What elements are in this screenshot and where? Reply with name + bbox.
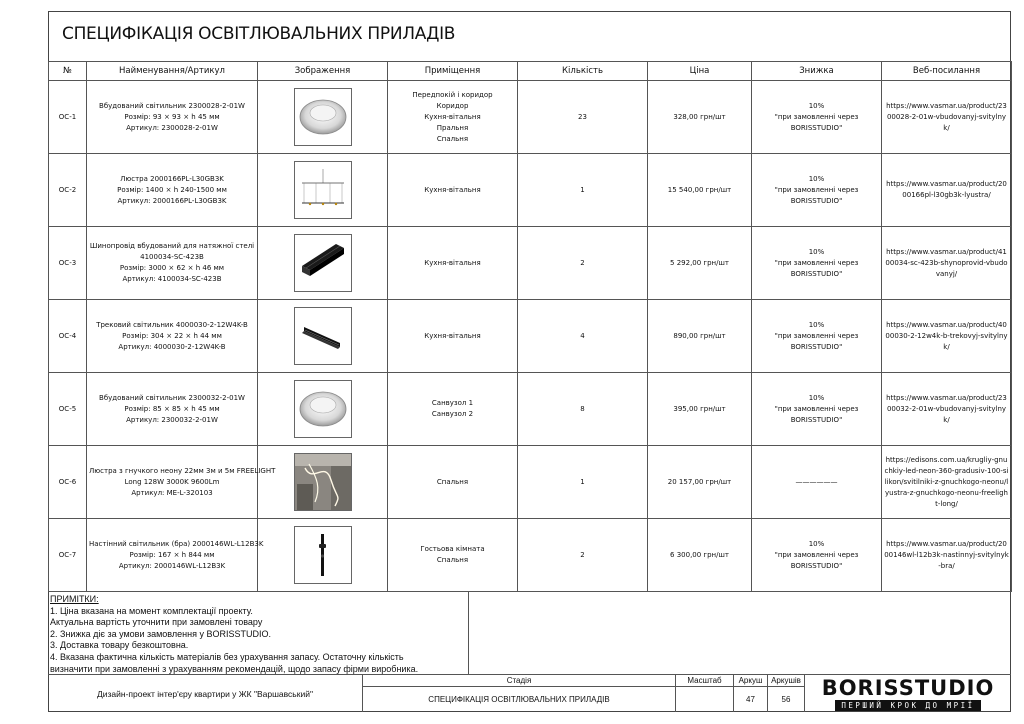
- item-name-line: 4100034-SC-423B: [140, 253, 204, 261]
- link-cell: [882, 81, 1012, 154]
- discount-line: BORISSTUDIO": [790, 123, 843, 132]
- stage-label: Стадія: [363, 674, 676, 687]
- item-image-cell: [258, 519, 388, 592]
- product-link[interactable]: https://www.vasmar.ua/product/2300032-2-01w-vbudovanyj-svitylnyk/: [886, 393, 1007, 424]
- item-name-cell: [87, 446, 276, 519]
- quantity-cell: 1: [518, 154, 648, 227]
- table-row: [49, 519, 1012, 592]
- room-name: Гостьова кімната: [420, 545, 485, 553]
- row-number: ОС-2: [49, 154, 87, 227]
- sheets-total: 56: [768, 687, 805, 712]
- discount-cell: [752, 154, 882, 227]
- notes-heading: ПРИМІТКИ:: [50, 594, 99, 604]
- item-name-line: Артикул: 2000146WL-L12B3K: [118, 561, 226, 570]
- discount-line: BORISSTUDIO": [790, 196, 843, 205]
- item-name-line: Артикул: ME-L-320103: [131, 488, 213, 497]
- logo-text: BORISSTUDIO: [821, 675, 995, 700]
- room-cell: [388, 154, 518, 227]
- notes-block: [48, 592, 468, 674]
- quantity-cell: 8: [518, 373, 648, 446]
- notes-line: 2. Знижка діє за умови замовлення у BORISSTUDIO.: [50, 628, 271, 639]
- discount-line: "при замовленні через: [774, 258, 859, 267]
- sheets-label: Аркушів: [768, 674, 805, 687]
- discount-line: BORISSTUDIO": [790, 342, 843, 351]
- item-name-line: Артикул: 2000166PL-L30GB3K: [117, 196, 227, 205]
- link-cell: [882, 373, 1012, 446]
- item-name-line: Розмір: 3000 × 62 × h 46 мм: [119, 264, 225, 272]
- item-name-line: Артикул: 2300028-2-01W: [126, 123, 218, 132]
- row-number: ОС-6: [49, 446, 87, 519]
- pendant-chandelier-icon: [294, 161, 352, 219]
- room-name: Санвузол 1: [431, 399, 474, 407]
- item-name-line: Люстра 2000166PL-L30GB3K: [120, 174, 224, 183]
- page-title: СПЕЦИФІКАЦІЯ ОСВІТЛЮВАЛЬНИХ ПРИЛАДІВ: [62, 24, 456, 44]
- notes-line: Актуальна вартість уточнити при замовлені товару: [50, 617, 263, 628]
- discount-cell: [752, 81, 882, 154]
- room-cell: [388, 373, 518, 446]
- col-header-qty: Кількість: [518, 62, 648, 81]
- notes-empty-area: [468, 592, 1011, 674]
- project-name: Дизайн-проект інтер'єру квартири у ЖК "Варшавський": [48, 674, 363, 712]
- item-name-line: Артикул: 2300032-2-01W: [126, 415, 218, 424]
- quantity-cell: 2: [518, 227, 648, 300]
- price-cell: 20 157,00 грн/шт: [648, 446, 752, 519]
- discount-line: 10%: [808, 101, 825, 110]
- wall-sconce-icon: [294, 526, 352, 584]
- recessed-downlight-icon: [294, 380, 352, 438]
- scale-label: Масштаб: [676, 674, 734, 687]
- price-cell: 328,00 грн/шт: [648, 81, 752, 154]
- item-image-cell: [258, 81, 388, 154]
- price-cell: 15 540,00 грн/шт: [648, 154, 752, 227]
- row-number: ОС-7: [49, 519, 87, 592]
- notes-line: 1. Ціна вказана на момент комплектації проекту.: [50, 605, 253, 616]
- room-name: Спальня: [436, 134, 469, 143]
- discount-line: 10%: [808, 247, 825, 256]
- table-row: [49, 227, 1012, 300]
- room-cell: [388, 300, 518, 373]
- discount-line: BORISSTUDIO": [790, 415, 843, 424]
- item-name-line: Long 128W 3000K 9600Lm: [124, 477, 220, 486]
- link-cell: [882, 300, 1012, 373]
- discount-cell: [752, 300, 882, 373]
- discount-line: 10%: [808, 174, 825, 183]
- table-row: [49, 373, 1012, 446]
- quantity-cell: 2: [518, 519, 648, 592]
- discount-cell: [752, 446, 882, 519]
- table-row: [49, 300, 1012, 373]
- item-name-cell: [87, 227, 258, 300]
- item-name-line: Розмір: 85 × 85 × h 45 мм: [124, 404, 220, 413]
- notes-line: 4. Вказана фактична кількість матеріалів без урахування запасу. Остаточну кількість: [50, 651, 404, 662]
- discount-cell: [752, 227, 882, 300]
- col-header-link: Веб-посилання: [882, 62, 1012, 81]
- room-name: Кухня-вітальня: [424, 185, 481, 194]
- room-cell: [388, 81, 518, 154]
- item-name-cell: [87, 154, 258, 227]
- room-name: Кухня-вітальня: [424, 331, 481, 340]
- item-name-line: Вбудований світильник 2300028-2-01W: [99, 101, 245, 110]
- item-name-cell: [87, 519, 264, 592]
- item-name-cell: [87, 81, 258, 154]
- notes-line: 3. Доставка товару безкоштовна.: [50, 640, 189, 651]
- room-name: Передпокій і коридор: [412, 90, 493, 99]
- discount-line: "при замовленні через: [774, 404, 859, 413]
- price-cell: 5 292,00 грн/шт: [648, 227, 752, 300]
- item-image-cell: [258, 446, 388, 519]
- room-name: Спальня: [436, 477, 469, 486]
- link-cell: [882, 227, 1012, 300]
- item-name-cell: [87, 373, 258, 446]
- discount-line: "при замовленні через: [774, 112, 859, 121]
- room-name: Спальня: [436, 556, 469, 564]
- discount-line: ——————: [795, 477, 838, 486]
- discount-line: BORISSTUDIO": [790, 561, 843, 570]
- room-name: Пральня: [436, 123, 469, 132]
- scale-value: [676, 687, 734, 712]
- row-number: ОС-4: [49, 300, 87, 373]
- item-name-line: Вбудований світильник 2300032-2-01W: [99, 393, 245, 402]
- item-name-line: Артикул: 4100034-SC-423B: [122, 275, 222, 283]
- link-cell: [882, 446, 1012, 519]
- track-rail-icon: [294, 234, 352, 292]
- discount-line: 10%: [808, 320, 825, 329]
- col-header-name: Найменування/Артикул: [87, 62, 258, 81]
- room-name: Кухня-вітальня: [424, 112, 481, 121]
- room-cell: [388, 519, 518, 592]
- quantity-cell: 4: [518, 300, 648, 373]
- row-number: ОС-5: [49, 373, 87, 446]
- discount-line: "при замовленні через: [774, 550, 859, 559]
- link-cell: [882, 154, 1012, 227]
- brand-logo: [805, 675, 1011, 712]
- link-cell: [882, 519, 1012, 592]
- table-row: [49, 81, 1012, 154]
- room-name: Кухня-вітальня: [424, 258, 481, 267]
- row-number: ОС-3: [49, 227, 87, 300]
- sheet-number: 47: [734, 687, 768, 712]
- product-link[interactable]: https://edisons.com.ua/kruglіy-gnuchkiy-led-neon-360-gradusiv-100-silikon/svitilniki-z-gnuchkogo-neonu/lyustra-z-gnuchkogo-neonu-freelight-long/: [884, 455, 1009, 508]
- product-link[interactable]: https://www.vasmar.ua/product/2000166pl-l30gb3k-lyustra/: [886, 180, 1007, 199]
- col-header-room: Приміщення: [388, 62, 518, 81]
- quantity-cell: 23: [518, 81, 648, 154]
- row-number: ОС-1: [49, 81, 87, 154]
- room-cell: [388, 446, 518, 519]
- notes-line: визначити при замовленні з урахуванням рекомендацій, щодо запасу фірми виробника.: [50, 663, 419, 674]
- price-cell: 6 300,00 грн/шт: [648, 519, 752, 592]
- product-link[interactable]: https://www.vasmar.ua/product/4000030-2-12w4k-b-trekovyj-svitylnyk/: [885, 320, 1008, 351]
- item-name-line: Настінний світильник (бра) 2000146WL-L12B3K: [89, 539, 264, 548]
- logo-slogan: ПЕРШИЙ КРОК ДО МРІЇ: [835, 700, 980, 711]
- col-header-image: Зображення: [258, 62, 388, 81]
- discount-line: BORISSTUDIO": [790, 269, 843, 278]
- item-name-line: Люстра з гнучкого неону 22мм 3м и 5м FREELIGHT: [89, 466, 276, 475]
- neon-chandelier-photo-icon: [294, 453, 352, 511]
- item-name-line: Шинопровід вбудований для натяжної стелі: [89, 242, 255, 250]
- room-name: Коридор: [436, 101, 469, 110]
- item-name-cell: [87, 300, 258, 373]
- product-link[interactable]: https://www.vasmar.ua/product/2300028-2-01w-vbudovanyj-svitylnyk/: [886, 101, 1007, 132]
- recessed-downlight-icon: [294, 88, 352, 146]
- item-name-line: Трековий світильник 4000030-2-12W4K-B: [96, 320, 248, 329]
- item-name-line: Розмір: 1400 × h 240-1500 мм: [117, 185, 227, 194]
- discount-cell: [752, 519, 882, 592]
- discount-line: "при замовленні через: [774, 185, 859, 194]
- item-name-line: Розмір: 93 × 93 × h 45 мм: [124, 112, 220, 121]
- item-image-cell: [258, 300, 388, 373]
- item-image-cell: [258, 227, 388, 300]
- col-header-num: №: [49, 62, 87, 81]
- sheet-label: Аркуш: [734, 674, 768, 687]
- discount-cell: [752, 373, 882, 446]
- item-name-line: Артикул: 4000030-2-12W4K-B: [118, 342, 226, 351]
- item-image-cell: [258, 154, 388, 227]
- sheet-title: СПЕЦИФІКАЦІЯ ОСВІТЛЮВАЛЬНИХ ПРИЛАДІВ: [363, 687, 676, 712]
- col-header-price: Ціна: [648, 62, 752, 81]
- item-name-line: Розмір: 167 × h 844 мм: [129, 550, 215, 559]
- table-row: [49, 446, 1012, 519]
- discount-line: "при замовленні через: [774, 331, 859, 340]
- quantity-cell: 1: [518, 446, 648, 519]
- product-link[interactable]: https://www.vasmar.ua/product/4100034-sc-423b-shynoprovid-vbudovanyj/: [885, 247, 1008, 278]
- discount-line: 10%: [808, 393, 825, 402]
- discount-line: 10%: [808, 539, 825, 548]
- col-header-discount: Знижка: [752, 62, 882, 81]
- price-cell: 890,00 грн/шт: [648, 300, 752, 373]
- item-image-cell: [258, 373, 388, 446]
- room-name: Санвузол 2: [431, 410, 474, 418]
- spec-table: [48, 61, 1012, 592]
- price-cell: 395,00 грн/шт: [648, 373, 752, 446]
- track-light-icon: [294, 307, 352, 365]
- room-cell: [388, 227, 518, 300]
- product-link[interactable]: https://www.vasmar.ua/product/2000146wl-l12b3k-nastinnyj-svitylnyk-bra/: [884, 539, 1009, 570]
- table-header-row: [49, 62, 1012, 81]
- table-row: [49, 154, 1012, 227]
- item-name-line: Розмір: 304 × 22 × h 44 мм: [122, 331, 222, 340]
